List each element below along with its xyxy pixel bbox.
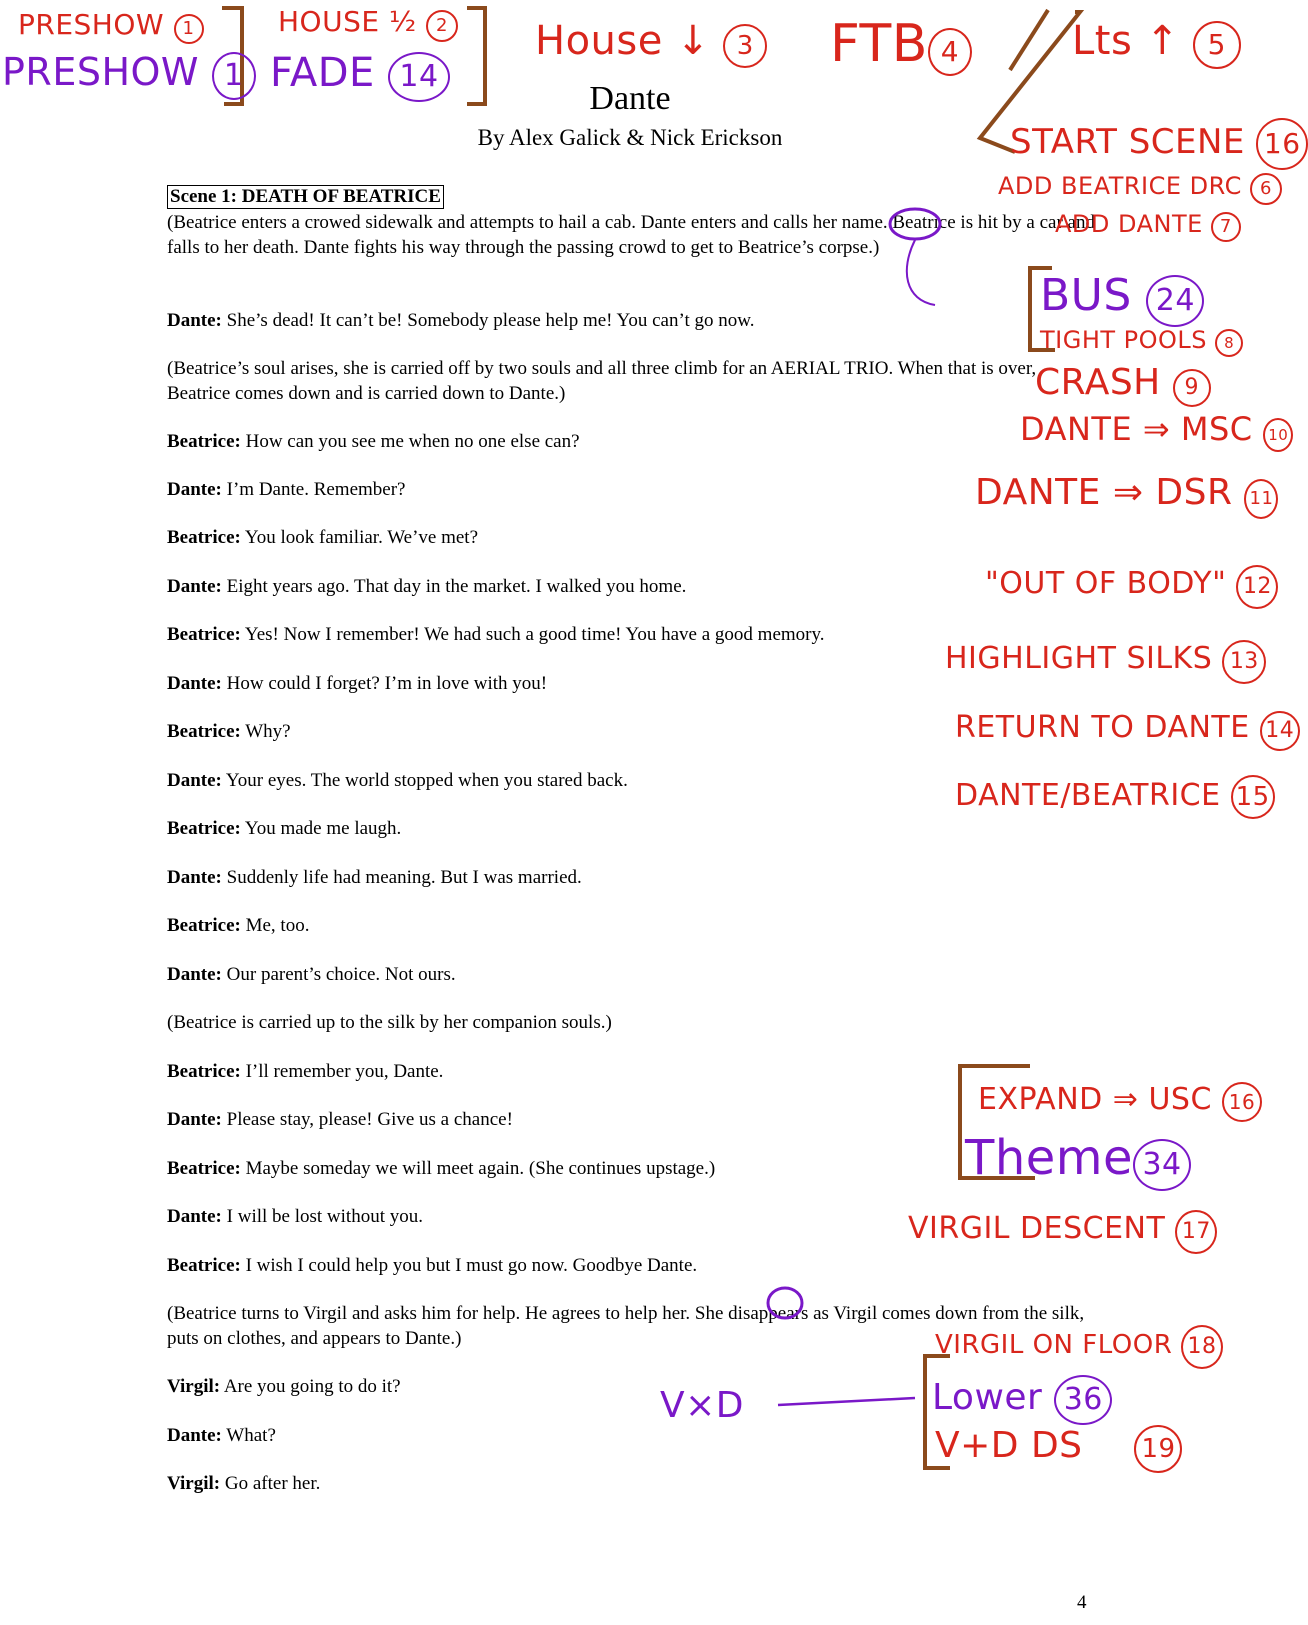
cue-lower: Lower 36	[932, 1375, 1112, 1425]
cue-crash: CRASH 9	[1035, 362, 1211, 407]
cue-out-of-body: "OUT OF BODY" 12	[985, 565, 1278, 609]
dialogue-line: Dante: She’s dead! It can’t be! Somebody please help me! You can’t go now.	[167, 310, 755, 331]
dialogue-line: Beatrice: Maybe someday we will meet again. (She continues upstage.)	[167, 1158, 716, 1179]
cue-return-to-dante: RETURN TO DANTE 14	[955, 710, 1300, 751]
stage-direction: (Beatrice’s soul arises, she is carried off by two souls and all three climb for an AERIAL TRIO. When that is over, Beatrice comes down and is carried down to Dante.)	[167, 358, 1037, 404]
dialogue-line: Beatrice: Yes! Now I remember! We had such a good time! You have a good memory.	[167, 624, 825, 645]
cue-dante-dsr: DANTE ⇒ DSR 11	[975, 472, 1278, 519]
cue-house-out: House ↓ 3	[535, 18, 767, 68]
cue-v-d-ds: V+D DS 19	[935, 1425, 1182, 1473]
cue-expand-usc: EXPAND ⇒ USC 16	[978, 1082, 1262, 1122]
cue-virgil-descent: VIRGIL DESCENT 17	[908, 1210, 1217, 1254]
dialogue-line: Beatrice: You look familiar. We’ve met?	[167, 527, 479, 548]
cue-tight-pools: TIGHT POOLS 8	[1040, 326, 1243, 357]
cue-theme: Theme 34	[965, 1130, 1191, 1191]
cue-ftb: FTB 4	[830, 14, 972, 76]
dialogue-line: Beatrice: I wish I could help you but I must go now. Goodbye Dante.	[167, 1255, 698, 1276]
dialogue-line: Dante: I’m Dante. Remember?	[167, 479, 406, 500]
cue-lights-up: Lts ↑ 5	[1072, 18, 1241, 69]
document-title: Dante	[589, 80, 671, 117]
cue-fade: FADE 14	[270, 50, 450, 102]
page-number: 4	[1077, 1592, 1087, 1613]
cue-bus: BUS 24	[1040, 270, 1204, 327]
dialogue-line: Dante: What?	[167, 1425, 276, 1446]
cue-preshow-1: PRESHOW 1	[18, 8, 204, 44]
dialogue-line: Dante: Please stay, please! Give us a chance!	[167, 1109, 513, 1130]
document-authors: By Alex Galick & Nick Erickson	[477, 125, 783, 150]
dialogue-line: Dante: I will be lost without you.	[167, 1206, 423, 1227]
stage-direction: (Beatrice is carried up to the silk by her companion souls.)	[167, 1012, 612, 1033]
scene-heading: Scene 1: DEATH OF BEATRICE	[167, 185, 444, 209]
cue-dante-beatrice: DANTE/BEATRICE 15	[955, 775, 1275, 819]
dialogue-line: Dante: Our parent’s choice. Not ours.	[167, 964, 456, 985]
dialogue-line: Beatrice: You made me laugh.	[167, 818, 402, 839]
dialogue-line: Beatrice: Me, too.	[167, 915, 310, 936]
cue-house-half: HOUSE ½ 2	[278, 5, 458, 42]
dialogue-line: Dante: How could I forget? I’m in love with you!	[167, 673, 548, 694]
dialogue-line: Dante: Your eyes. The world stopped when you stared back.	[167, 770, 628, 791]
cue-highlight-silks: HIGHLIGHT SILKS 13	[945, 640, 1266, 684]
cue-v-x-d: V×D	[660, 1385, 745, 1426]
stage-direction: (Beatrice turns to Virgil and asks him for help. He agrees to help her. She disappears as Virgil comes down from the silk, puts on clothes, and appears to Dante.)	[167, 1303, 1085, 1349]
dialogue-line: Beatrice: I’ll remember you, Dante.	[167, 1061, 444, 1082]
dialogue-line: Beatrice: Why?	[167, 721, 291, 742]
cue-add-beatrice: ADD BEATRICE DRC 6	[998, 172, 1282, 205]
cue-add-dante: ADD DANTE 7	[1055, 210, 1241, 242]
dialogue-line: Dante: Eight years ago. That day in the market. I walked you home.	[167, 576, 687, 597]
dialogue-line: Virgil: Are you going to do it?	[167, 1376, 401, 1397]
cue-preshow-1-alt: PRESHOW 1	[2, 50, 256, 100]
stage-direction: (Beatrice enters a crowed sidewalk and attempts to hail a cab. Dante enters and calls her name. Beatrice is hit by a car and falls to her death. Dante fights his way through the passing crowd to get to Beatrice’s corpse.)	[167, 212, 1095, 258]
cue-dante-msc: DANTE ⇒ MSC 10	[1020, 410, 1293, 452]
cue-virgil-on-floor: VIRGIL ON FLOOR 18	[935, 1325, 1223, 1369]
dialogue-line: Dante: Suddenly life had meaning. But I was married.	[167, 867, 582, 888]
dialogue-line: Beatrice: How can you see me when no one else can?	[167, 431, 580, 452]
dialogue-line: Virgil: Go after her.	[167, 1473, 321, 1494]
cue-start-scene: START SCENE 16	[1010, 118, 1308, 170]
